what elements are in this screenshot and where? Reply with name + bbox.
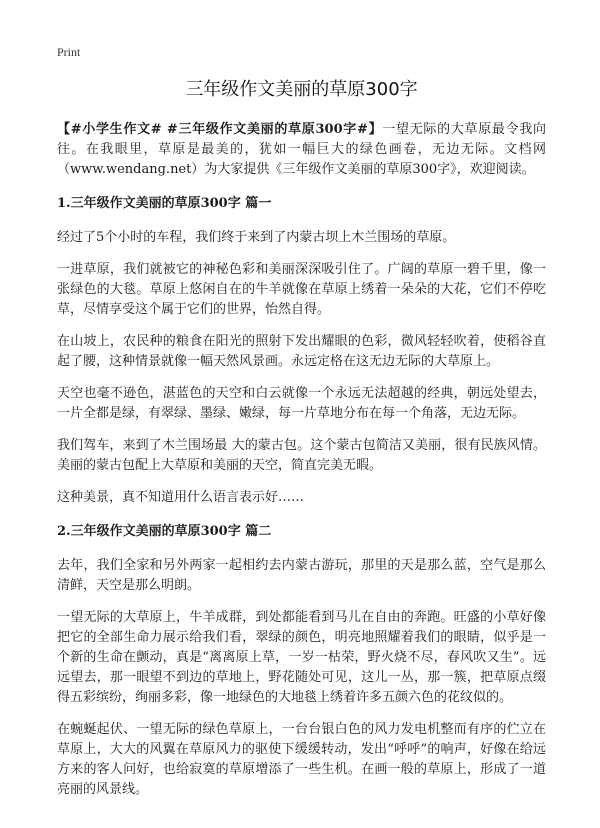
section-heading: 2.三年级作文美丽的草原300字 篇二 (57, 524, 272, 539)
paragraph: 一进草原，我们就被它的神秘色彩和美丽深深吸引住了。广阔的草原一碧千里，像一张绿色的大毯。草原上悠闲自在的牛羊就像在草原上绣着一朵朵的大花，它们不停吃草，尽情享受这个属于它们的世界，怡然自得。 (57, 262, 546, 317)
intro-tag: 【#小学生作文# #三年级作文美丽的草原300字#】 (57, 122, 383, 137)
print-label: Print (57, 45, 81, 59)
intro-text: 一望无际的大草原最令我向往。在我眼里，草原是最美的，犹如一幅巨大的绿色画卷，无边无际。文档网（www.wendang.net）为大家提供《三年级作文美丽的草原300字》，欢迎阅读。 (57, 122, 546, 177)
paragraph: 天空也毫不逊色，湛蓝色的天空和白云就像一个永远无法超越的经典，朝远处望去，一片全都是绿，有翠绿、墨绿、嫩绿，每一片草地分布在每一个角落，无边无际。 (57, 386, 546, 421)
section-2 (57, 522, 546, 800)
paragraph: 在山坡上，农民种的粮食在阳光的照射下发出耀眼的色彩，微风轻轻吹着，使稻谷直起了腰，这种情景就像一幅天然风景画。永远定格在这无边无际的大草原上。 (57, 334, 546, 369)
paragraph: 去年，我们全家和另外两家一起相约去内蒙古游玩，那里的天是那么蓝，空气是那么清鲜，天空是那么明朗。 (57, 558, 546, 593)
paragraph: 在蜿蜒起伏、一望无际的绿色草原上，一台台银白色的风力发电机整而有序的伫立在草原上，大大的风翼在草原风力的驱使下缓缓转动，发出“呼呼”的响声，好像在给远方来的客人问好，也给寂寞的草原增添了一些生机。在画一般的草原上，形成了一道亮丽的风景线。 (57, 722, 546, 797)
section-heading: 1.三年级作文美丽的草原300字 篇一 (57, 196, 272, 211)
section-1 (57, 194, 546, 508)
paragraph: 一望无际的大草原上，牛羊成群，到处都能看到马儿在自由的奔跑。旺盛的小草好像把它的全部生命力展示给我们看，翠绿的颜色，明亮地照耀着我们的眼睛，似乎是一个新的生命在颤动，真是“离离原上草，一岁一枯荣，野火烧不尽，春风吹又生”。远远望去，那一眼望不到边的草地上，野花随处可见，这儿一丛，那一簇，把草原点缀得五彩缤纷，绚丽多彩，像一地绿色的大地毯上绣着许多五颜六色的花纹似的。 (57, 610, 546, 705)
paragraph: 经过了5个小时的车程，我们终于来到了内蒙古坝上木兰围场的草原。 (57, 230, 456, 245)
intro-paragraph (57, 120, 546, 180)
page-title: 三年级作文美丽的草原300字 (185, 79, 418, 100)
paragraph: 我们驾车，来到了木兰围场最 大的蒙古包。这个蒙古包简洁又美丽，很有民族风情。美丽的蒙古包配上大草原和美丽的天空，简直完美无暇。 (57, 438, 546, 473)
paragraph: 这种美景，真不知道用什么语言表示好…… (57, 490, 305, 505)
